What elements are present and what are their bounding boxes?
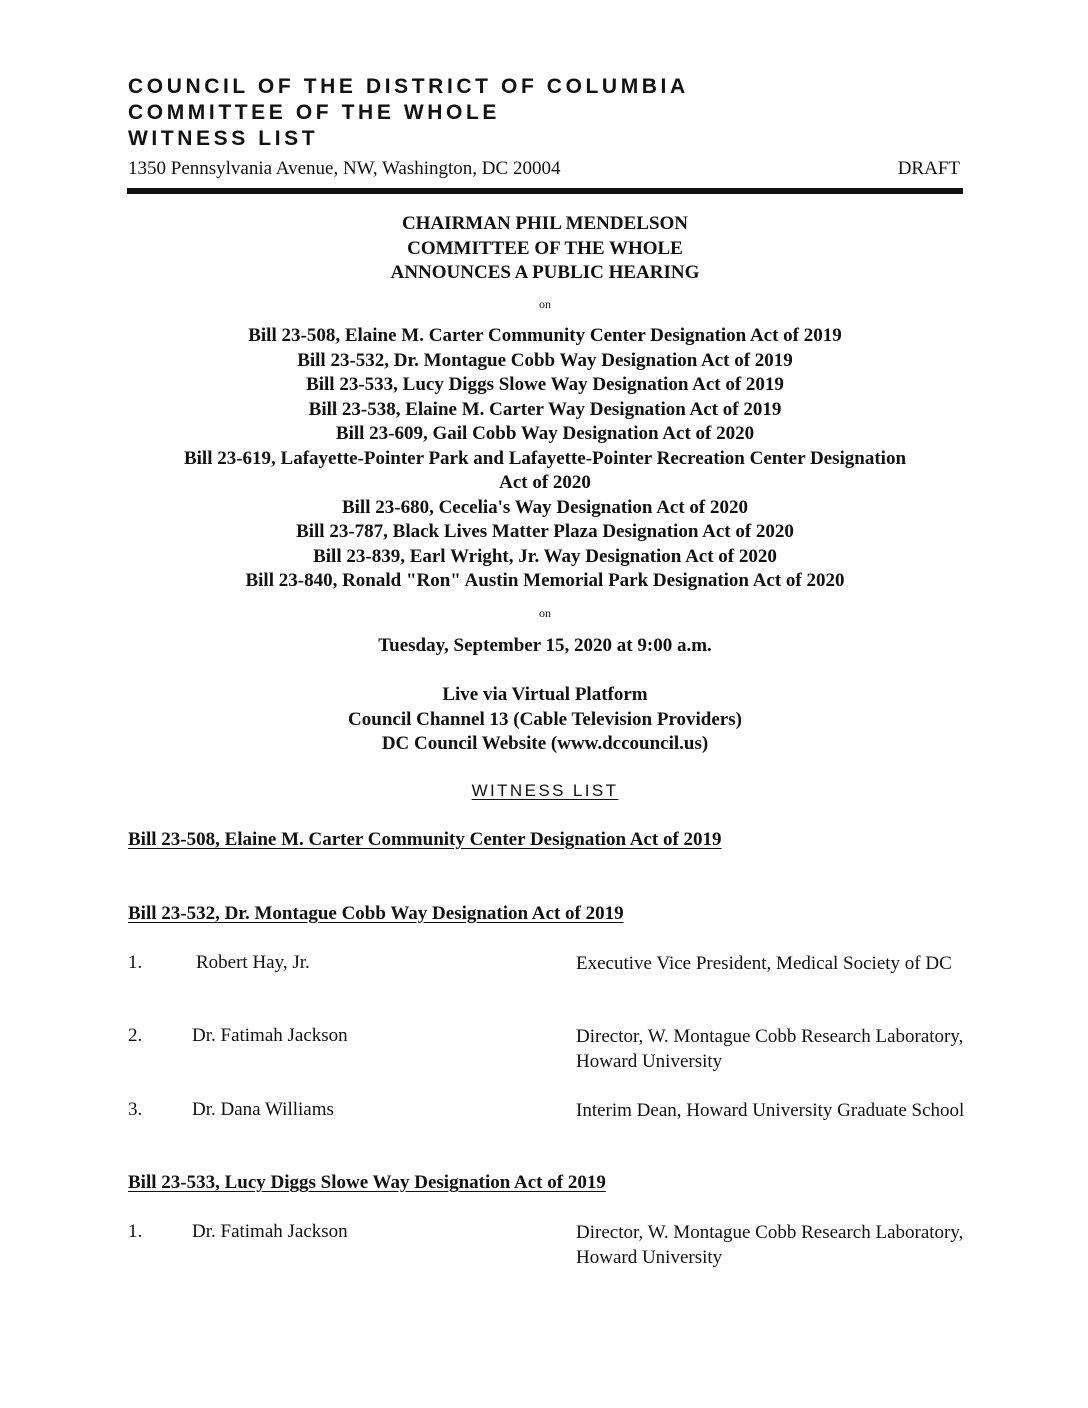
bill-line: Bill 23-533, Lucy Diggs Slowe Way Designation Act of 2019: [306, 374, 784, 395]
bill-line: Bill 23-787, Black Lives Matter Plaza Designation Act of 2020: [296, 521, 794, 542]
venue-line: DC Council Website (www.dccouncil.us): [381, 733, 709, 754]
announcement-line: COMMITTEE OF THE WHOLE: [407, 237, 683, 259]
draft-label: DRAFT: [897, 158, 960, 179]
witness-name: Robert Hay, Jr.: [196, 952, 310, 973]
section-title: Bill 23-532, Dr. Montague Cobb Way Designation Act of 2019: [128, 903, 624, 924]
address: 1350 Pennsylvania Avenue, NW, Washington, DC 20004: [128, 158, 561, 179]
header-rule: [127, 188, 963, 194]
witness-title: Director, W. Montague Cobb Research Laboratory, Howard University: [576, 1222, 964, 1268]
committee-name: COMMITTEE OF THE WHOLE: [128, 101, 501, 124]
bill-line: Bill 23-840, Ronald "Ron" Austin Memorial Park Designation Act of 2020: [245, 570, 845, 591]
announcement-line: ANNOUNCES A PUBLIC HEARING: [390, 262, 700, 283]
witness-list-heading: WITNESS LIST: [471, 781, 619, 800]
witness-number: 2.: [128, 1025, 143, 1046]
on-label: on: [539, 606, 551, 620]
bill-line: Bill 23-538, Elaine M. Carter Way Designation Act of 2019: [308, 398, 782, 420]
bill-line: Bill 23-619, Lafayette-Pointer Park and Lafayette-Pointer Recreation Center Designation: [183, 447, 907, 469]
on-label: on: [539, 297, 551, 311]
bill-list: [128, 324, 962, 594]
witness-name: Dr. Fatimah Jackson: [192, 1025, 348, 1046]
witness-number: 3.: [128, 1099, 143, 1120]
document-type: WITNESS LIST: [128, 127, 319, 150]
venue-line: Live via Virtual Platform: [442, 684, 648, 705]
bill-line: Bill 23-839, Earl Wright, Jr. Way Designation Act of 2020: [313, 545, 777, 567]
bill-line: Bill 23-680, Cecelia's Way Designation Act of 2020: [341, 496, 749, 518]
witness-title: Interim Dean, Howard University Graduate School: [576, 1100, 965, 1121]
hearing-venue: [128, 683, 962, 757]
announcement-heading: [128, 212, 962, 286]
announcement-line: CHAIRMAN PHIL MENDELSON: [401, 213, 689, 234]
org-name: COUNCIL OF THE DISTRICT OF COLUMBIA: [128, 75, 689, 98]
witness-number: 1.: [128, 1221, 143, 1242]
witness-name: Dr. Dana Williams: [192, 1099, 334, 1120]
venue-line: Council Channel 13 (Cable Television Providers): [348, 708, 742, 730]
hearing-datetime: Tuesday, September 15, 2020 at 9:00 a.m.: [378, 635, 712, 656]
witness-title: Director, W. Montague Cobb Research Laboratory, Howard University: [576, 1026, 964, 1072]
section-title: Bill 23-533, Lucy Diggs Slowe Way Designation Act of 2019: [128, 1172, 606, 1193]
witness-number: 1.: [128, 952, 143, 973]
bill-line: Bill 23-532, Dr. Montague Cobb Way Designation Act of 2019: [297, 349, 793, 371]
witness-title: Executive Vice President, Medical Society of DC: [576, 953, 952, 974]
bill-line: Bill 23-508, Elaine M. Carter Community Center Designation Act of 2019: [248, 325, 842, 346]
bill-line: Act of 2020: [499, 472, 591, 493]
bill-line: Bill 23-609, Gail Cobb Way Designation Act of 2020: [335, 423, 755, 444]
section-title: Bill 23-508, Elaine M. Carter Community Center Designation Act of 2019: [128, 829, 722, 850]
witness-name: Dr. Fatimah Jackson: [192, 1221, 348, 1242]
